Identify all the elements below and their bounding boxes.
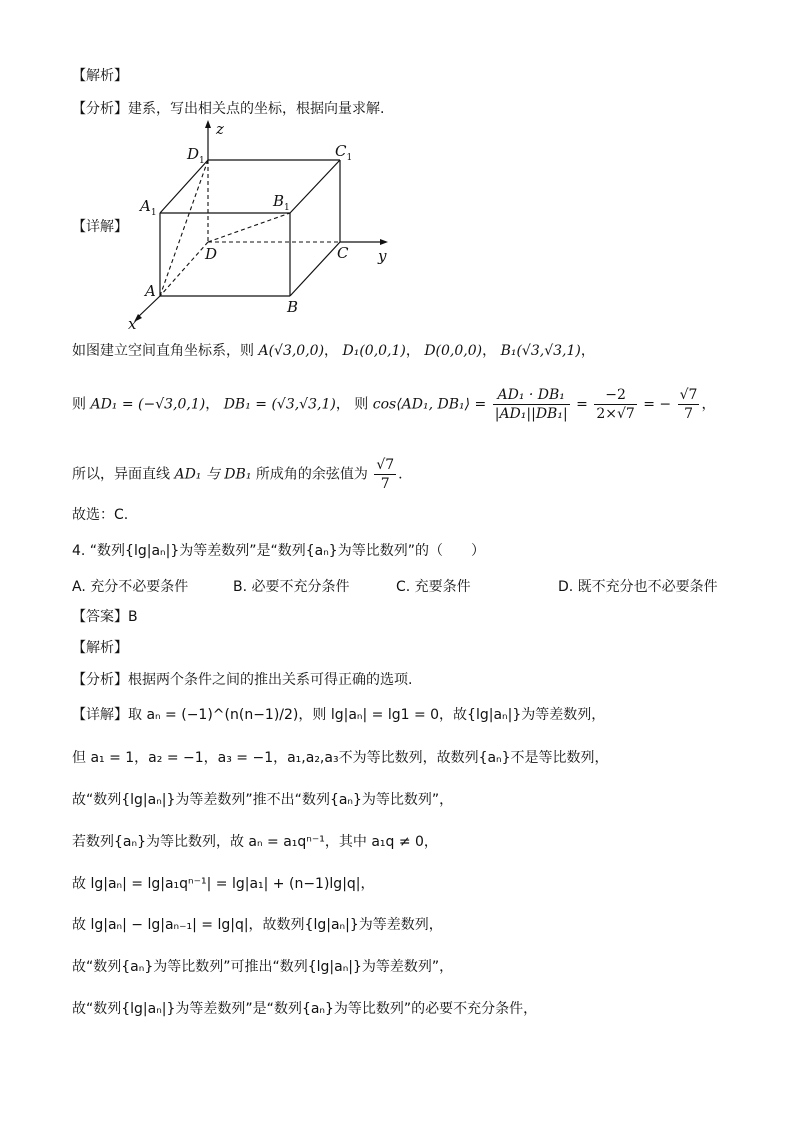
step-6: 故 lg|aₙ| − lg|aₙ₋₁| = lg|q|，故数列{lg|aₙ|}为等差数列， [72,917,443,933]
edge-b-c [290,242,340,296]
segment-d-b1 [208,213,290,242]
edge-d-a-hidden [160,242,208,296]
step-5: 故 lg|aₙ| = lg|a₁qⁿ⁻¹| = lg|a₁| + (n−1)lg|q|， [72,876,375,892]
step-2: 但 a₁ = 1，a₂ = −1，a₃ = −1，a₁,a₂,a₃不为等比数列，故数列{aₙ}不是等比数列， [72,750,609,766]
fenxi-text: 建系，写出相关点的坐标，根据向量求解. [128,101,385,117]
jiexi-heading-2: 【解析】 [72,640,128,656]
step-7: 故“数列{aₙ}为等比数列”可推出“数列{lg|aₙ|}为等差数列”， [72,959,454,975]
cos-fraction-2: $\frac{-2}{2\times√7}$ [596,387,635,422]
label-a: A [145,282,156,300]
cos-fraction-3: $\frac{√7}{7}$ [679,387,698,422]
point-d: D(0,0,0) [424,343,483,359]
point-d1: D₁(0,0,1) [342,343,406,359]
point-b1: B₁(√3,√3,1) [500,343,581,359]
coord-intro: 如图建立空间直角坐标系，则 [72,343,254,359]
cuboid-figure [125,118,405,333]
ze-word-2: 则 [354,396,369,413]
cos-eq-neg: = − [643,396,672,413]
conclusion-fraction: $\frac{√7}{7}$ [376,457,395,492]
step-4: 若数列{aₙ}为等比数列，故 aₙ = a₁qⁿ⁻¹，其中 a₁q ≠ 0， [72,834,438,850]
label-b: B [287,298,299,316]
cos-lhs: cos⟨AD₁, DB₁⟩ = [372,396,487,413]
y-arrow-icon [380,239,388,245]
label-a1: $A_1$ [140,197,157,218]
option-c: C. 充要条件 [396,579,471,595]
conclusion-line: 所以，异面直线 AD₁ 与 DB₁ 所成角的余弦值为 $\frac{√7}{7}$ . [72,457,403,492]
conclusion-prefix: 所以，异面直线 [72,466,170,483]
fenxi-line [72,99,384,119]
ze-word: 则 [72,396,86,413]
label-c1: $C_1$ [335,142,353,163]
cos-fraction-1: $\frac{\text{AD₁ · DB₁}}{\text{|AD₁||DB₁|}}$ [494,387,568,422]
edge-a1-d1 [160,160,208,213]
edge-b1-c1 [290,160,340,213]
option-d: D. 既不充分也不必要条件 [558,579,718,595]
segment-a-d1 [160,160,208,296]
jiexi-heading: 【解析】 [72,68,128,84]
z-arrow-icon [205,120,211,128]
label-b1: $B_1$ [273,192,290,213]
step-1: 【详解】取 aₙ = (−1)^(n(n−1)/2)，则 lg|aₙ| = lg1 = 0，故{lg|aₙ|}为等差数列， [72,707,606,723]
answer-select: 故选：C. [72,507,129,523]
question-4-stem: 4. “数列{lg|aₙ|}为等差数列”是“数列{aₙ}为等比数列”的（ ） [72,543,485,559]
coordinate-line: 如图建立空间直角坐标系，则 A(√3,0,0)， D₁(0,0,1)， D(0,0,0)， B₁(√3,√3,1)， [72,343,595,359]
conclusion-suffix: 所成角的余弦值为 [255,466,368,483]
label-x: x [128,315,137,333]
xiangjie-tag: 【详解】 [72,219,128,235]
vector-line: 则 AD₁ = (−√3,0,1)， DB₁ = (√3,√3,1)， 则 cos⟨AD₁, DB₁⟩ = $\frac{\text{AD₁ · DB₁}}{\text{|AD₁||DB₁|}}$ = $\frac{-2}{2\times√7}$ = − $\frac{√7}{7}$ ， [72,387,716,422]
option-b: B. 必要不充分条件 [233,579,350,595]
step-8: 故“数列{lg|aₙ|}为等差数列”是“数列{aₙ}为等比数列”的必要不充分条件， [72,1001,538,1017]
fenxi-tag: 【分析】 [72,101,128,117]
label-d1: $D_1$ [187,145,205,166]
label-z: z [216,120,224,138]
label-y: y [378,247,387,265]
label-d: D [205,245,218,263]
conclusion-lines: AD₁ 与 DB₁ [174,466,252,483]
vector-db1: DB₁ = (√3,√3,1) [223,396,336,413]
fenxi-line-2: 【分析】根据两个条件之间的推出关系可得正确的选项. [72,672,413,688]
vector-ad1: AD₁ = (−√3,0,1) [90,396,206,413]
point-a: A(√3,0,0) [258,343,325,359]
option-a: A. 充分不必要条件 [72,579,189,595]
answer-label: 【答案】B [72,609,138,625]
label-c: C [337,244,349,262]
step-3: 故“数列{lg|aₙ|}为等差数列”推不出“数列{aₙ}为等比数列”， [72,792,454,808]
